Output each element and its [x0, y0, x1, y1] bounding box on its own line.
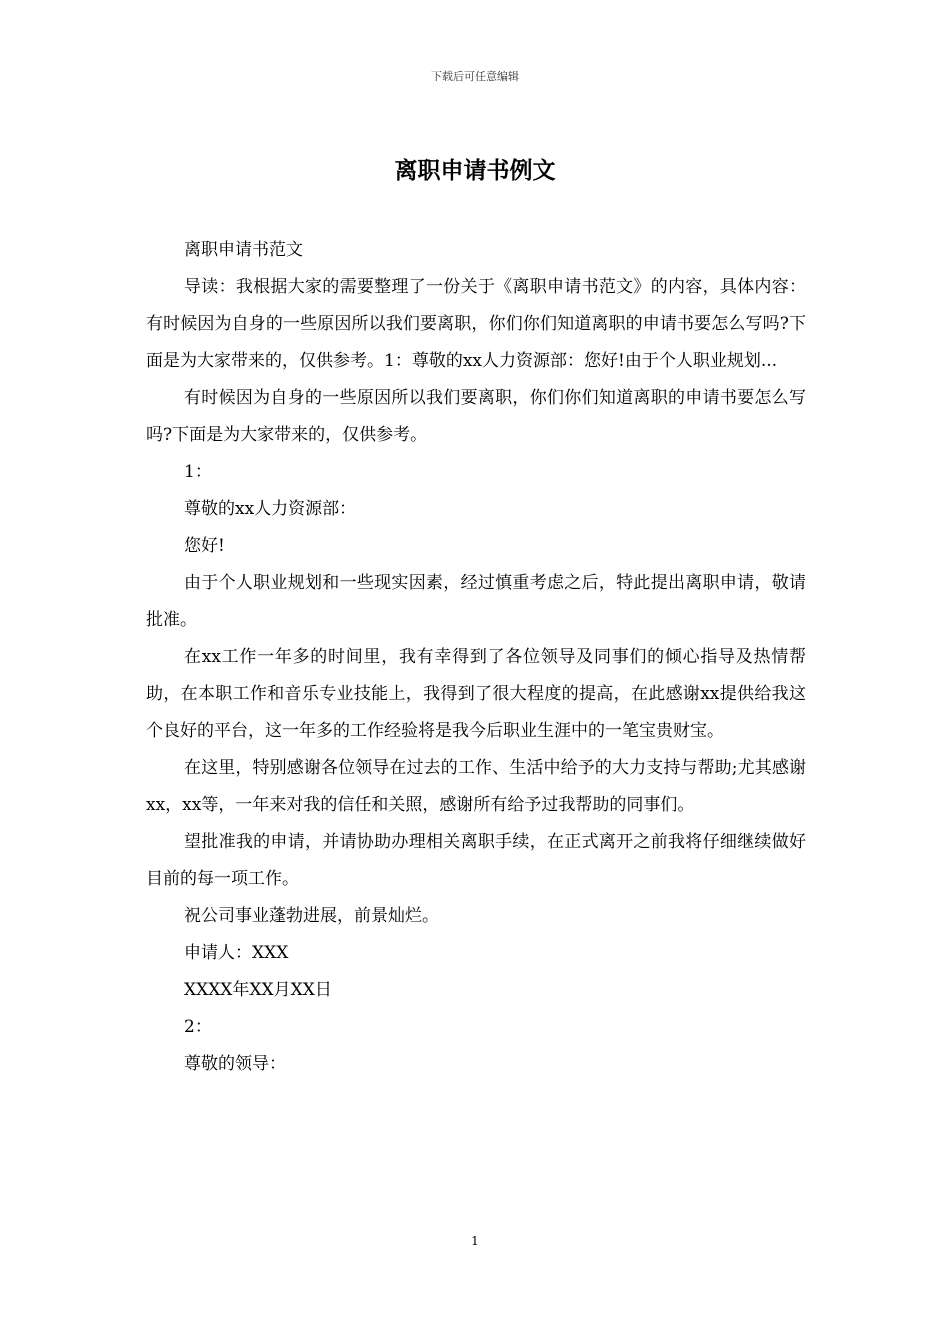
- document-title: 离职申请书例文: [394, 157, 556, 184]
- paragraph: 在这里，特别感谢各位领导在过去的工作、生活中给予的大力支持与帮助;尤其感谢xx，xx等，一年来对我的信任和关照，感谢所有给予过我帮助的同事们。: [146, 758, 806, 815]
- paragraph: 由于个人职业规划和一些现实因素，经过慎重考虑之后，特此提出离职申请，敬请批准。: [146, 573, 806, 630]
- section-number: 1：: [184, 462, 212, 482]
- paragraph-intro: 导读：我根据大家的需要整理了一份关于《离职申请书范文》的内容，具体内容：有时候因为自身的一些原因所以我们要离职，你们你们知道离职的申请书要怎么写吗?下面是为大家带来的，仅供参考。1：尊敬的xx人力资源部：您好!由于个人职业规划...: [146, 277, 806, 371]
- paragraph-heading: 离职申请书范文: [184, 240, 303, 260]
- paragraph: 望批准我的申请，并请协助办理相关离职手续，在正式离开之前我将仔细继续做好目前的每一项工作。: [146, 832, 806, 889]
- date-line: XXXX年XX月XX日: [184, 980, 332, 1000]
- paragraph: 在xx工作一年多的时间里，我有幸得到了各位领导及同事们的倾心指导及热情帮助，在本职工作和音乐专业技能上，我得到了很大程度的提高，在此感谢xx提供给我这个良好的平台，这一年多的工作经验将是我今后职业生涯中的一笔宝贵财宝。: [146, 647, 806, 741]
- greeting: 您好!: [184, 536, 225, 556]
- salutation: 尊敬的领导：: [184, 1054, 286, 1074]
- section-number: 2：: [184, 1017, 212, 1037]
- header-note: 下载后可任意编辑: [431, 70, 519, 83]
- document-body: [146, 232, 806, 1083]
- paragraph: 有时候因为自身的一些原因所以我们要离职，你们你们知道离职的申请书要怎么写吗?下面是为大家带来的，仅供参考。: [146, 388, 806, 445]
- page-number: 1: [471, 1234, 479, 1248]
- closing-wish: 祝公司事业蓬勃进展，前景灿烂。: [184, 906, 439, 926]
- applicant-line: 申请人：XXX: [184, 943, 289, 963]
- salutation: 尊敬的xx人力资源部：: [184, 499, 357, 519]
